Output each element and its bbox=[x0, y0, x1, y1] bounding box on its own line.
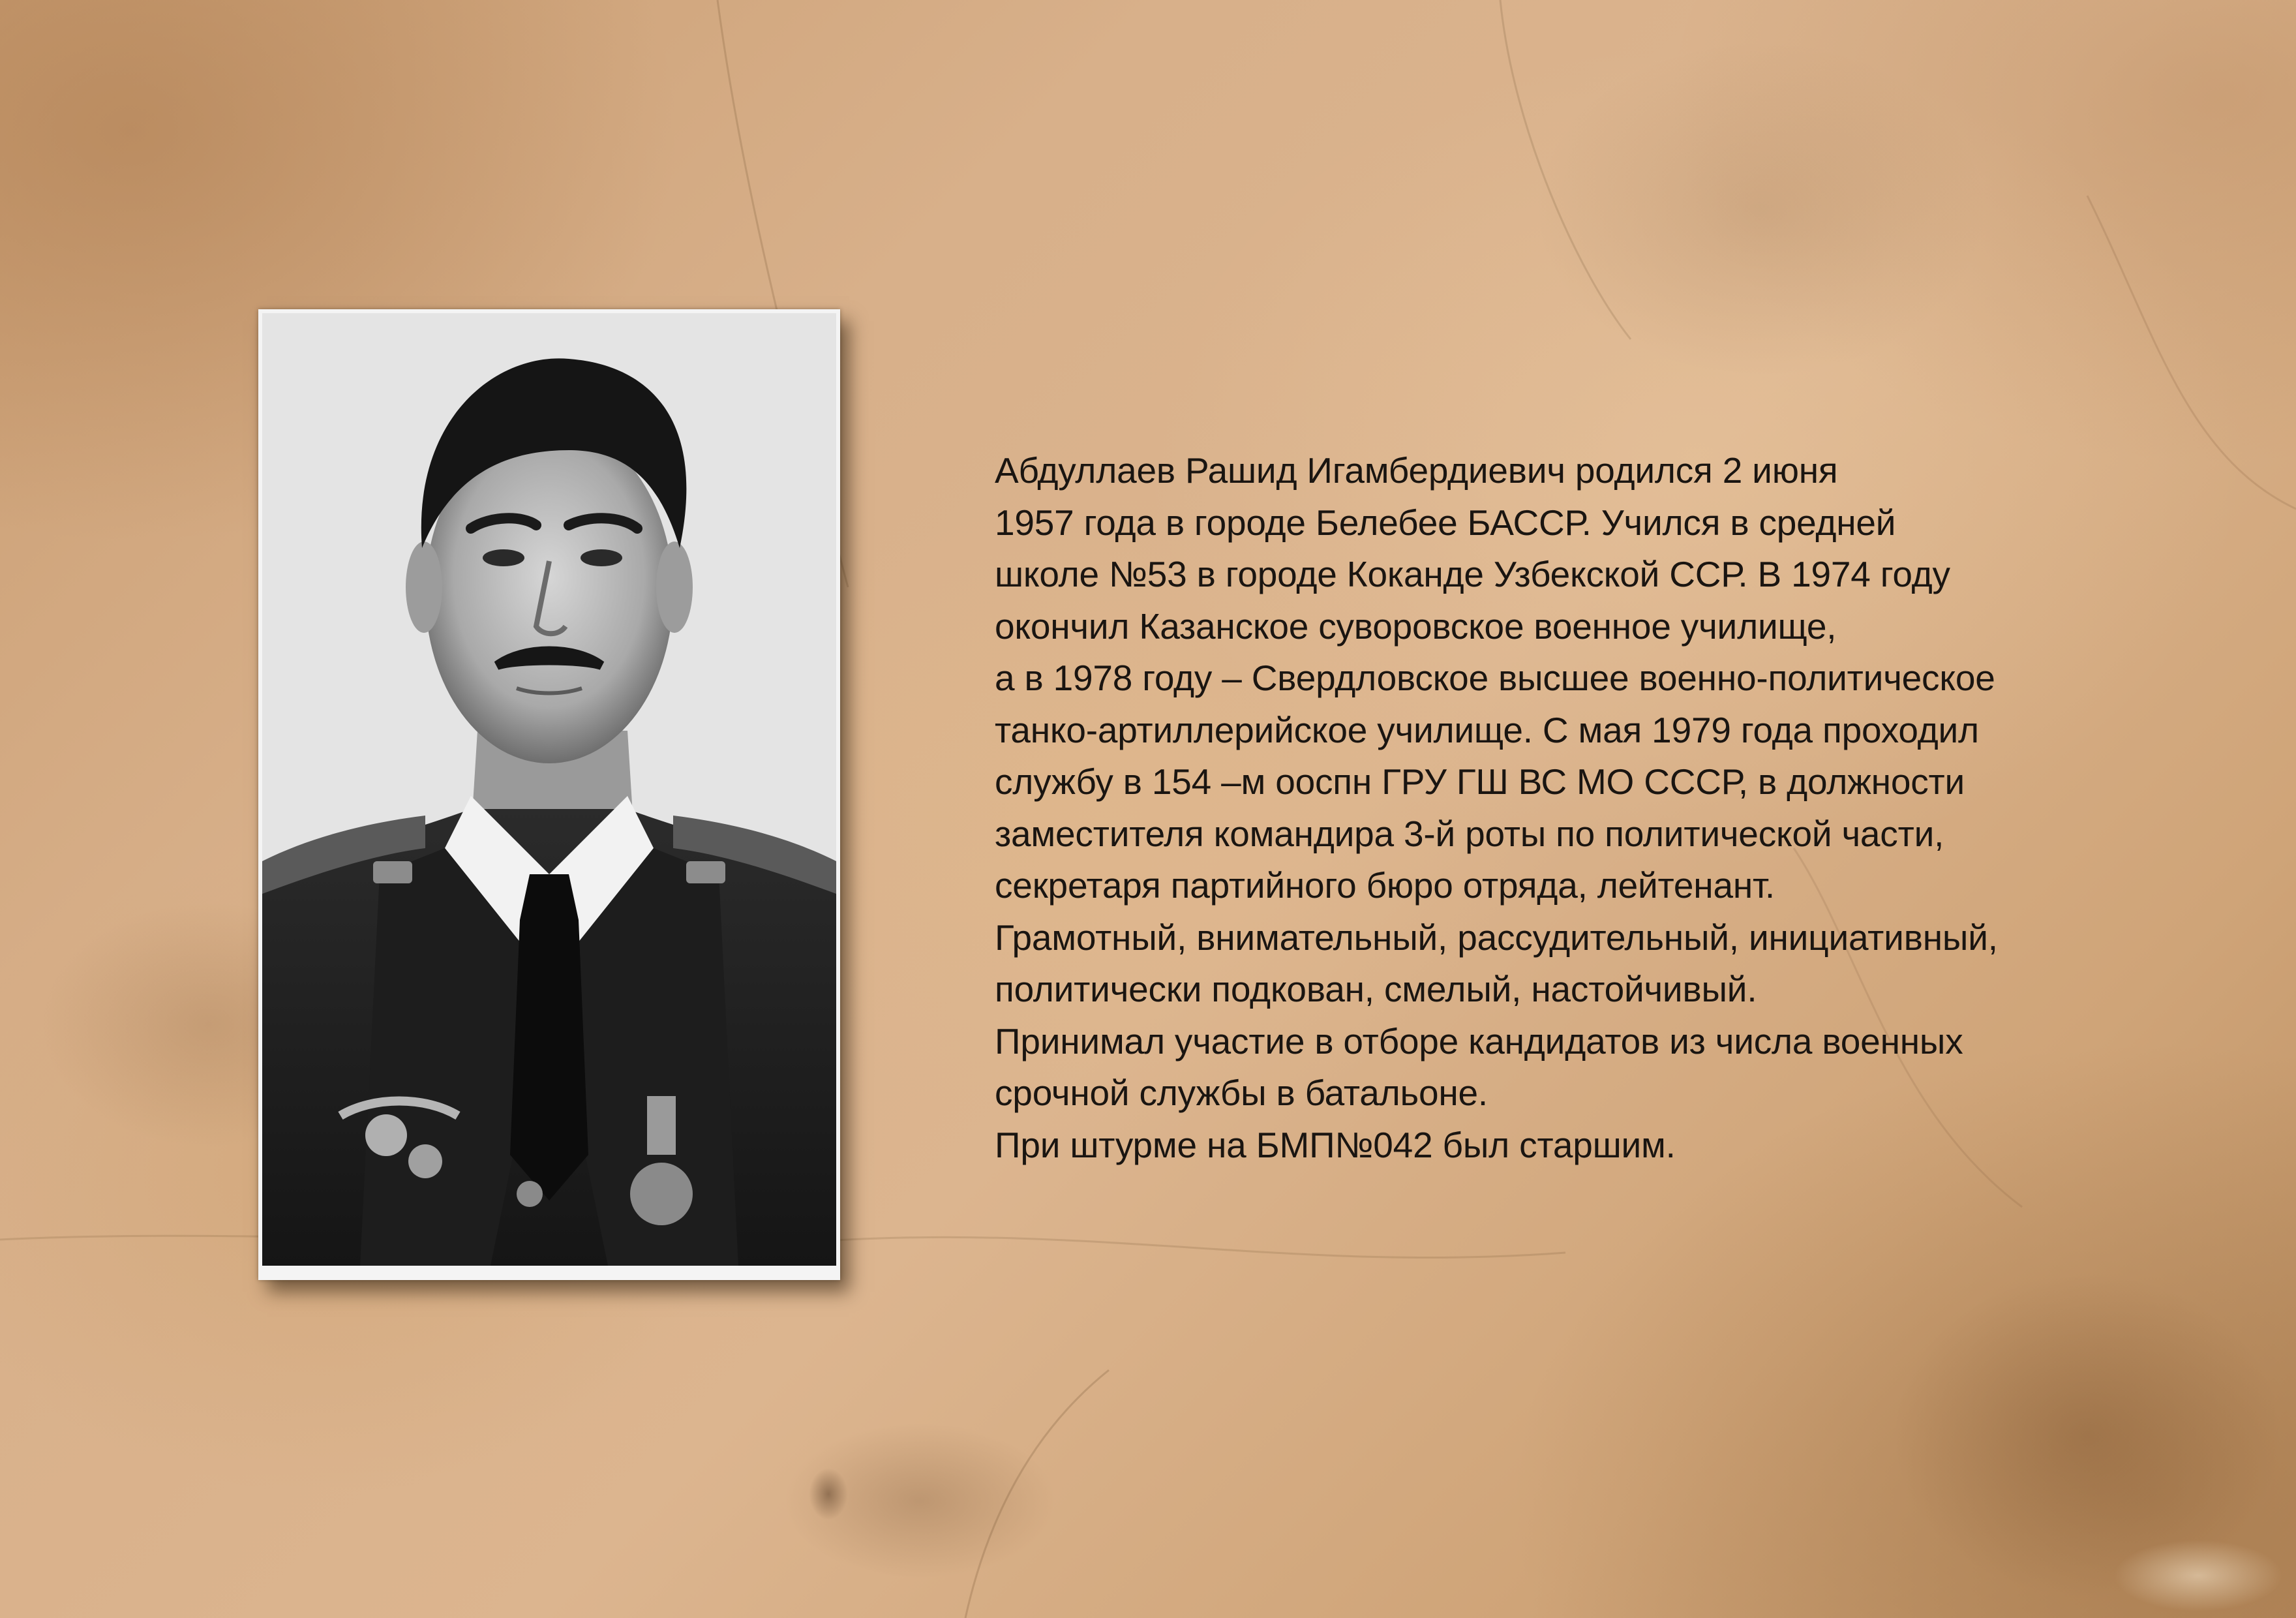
biography-line: политически подкован, смелый, настойчивый. bbox=[995, 969, 1757, 1009]
portrait-photo bbox=[262, 313, 836, 1266]
biography-text bbox=[995, 445, 2169, 1171]
biography-line: При штурме на БМП№042 был старшим. bbox=[995, 1124, 1676, 1165]
biography-line: службу в 154 –м ооспн ГРУ ГШ ВС МО СССР, в должности bbox=[995, 761, 1965, 802]
biography-line: 1957 года в городе Белебее БАССР. Учился в средней bbox=[995, 502, 1896, 543]
biography-line: школе №53 в городе Коканде Узбекской ССР. В 1974 году bbox=[995, 554, 1950, 594]
biography-line: срочной службы в батальоне. bbox=[995, 1073, 1488, 1113]
biography-line: танко-артиллерийское училище. С мая 1979 года проходил bbox=[995, 709, 1979, 750]
biography-line: Принимал участие в отборе кандидатов из числа военных bbox=[995, 1020, 1963, 1061]
biography-line: окончил Казанское суворовское военное училище, bbox=[995, 605, 1837, 647]
biography-line: Грамотный, внимательный, рассудительный, инициативный, bbox=[995, 917, 1998, 958]
biography-line: а в 1978 году – Свердловское высшее военно-политическое bbox=[995, 658, 1995, 698]
biography-line: Абдуллаев Рашид Игамбердиевич родился 2 июня bbox=[995, 450, 1838, 491]
paper-stain bbox=[2113, 1540, 2283, 1611]
portrait-frame bbox=[258, 309, 840, 1280]
paper-stain bbox=[809, 1468, 848, 1520]
paper-stain bbox=[1892, 1272, 2283, 1598]
biography-line: секретаря партийного бюро отряда, лейтенант. bbox=[995, 865, 1775, 906]
biography-line: заместителя командира 3-й роты по политической части, bbox=[995, 813, 1944, 854]
officer-portrait-icon bbox=[262, 313, 836, 1266]
paper-stain bbox=[1533, 39, 1989, 378]
paper-stain bbox=[783, 1422, 1057, 1579]
